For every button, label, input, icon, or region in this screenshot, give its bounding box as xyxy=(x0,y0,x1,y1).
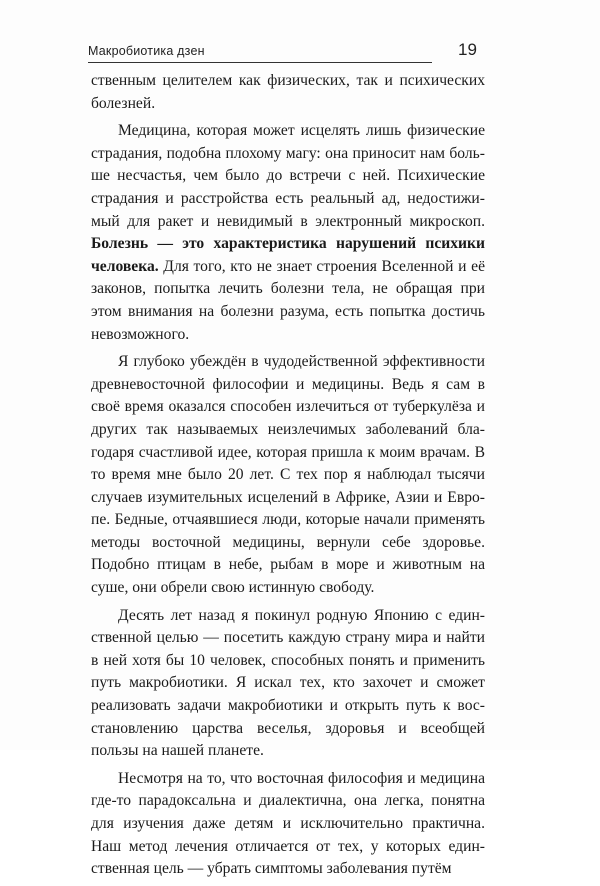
running-title: Макробиотика дзен xyxy=(88,44,205,58)
paragraph-4: Десять лет назад я покинул родную Японию с единственной целью — посетить каждую страну мира и найти в ней хотя бы 10 человек, способных понять и применить путь макробиотики. Я искал тех, кто захочет и сможет реализовать задачи макробиотики и открыть путь к восстановлению царства веселья, здоровья и всеобщей пользы на нашей планете. xyxy=(91,606,485,760)
paragraph-2-part-b: Для того, кто не знает строения Вселенной и её законов, попытка лечить болезни тела, не обращая при этом внимания на болезни разума, есть попытка достичь невозможного. xyxy=(91,257,485,343)
paragraph-1: ственным целителем как физических, так и психических болезней. xyxy=(91,72,485,112)
paragraph-5: Несмотря на то, что восточная философия и медицина где-то парадоксальна и диалектична, она легка, понятна для изучения даже детям и исключительно практична. Наш метод лечения отличается от тех, у которых единственная цель — убрать симптомы заболевания путём xyxy=(91,769,485,878)
paragraph-2 xyxy=(91,120,485,346)
paragraph-3: Я глубоко убеждён в чудодейственной эффективности древневосточной философии и медицины. Ведь я сам в своё время оказался способен излечиться от туберкулёза и других так называемых неизлечимых заболеваний благодаря счастливой идее, которая пришла к моим врачам. В то время мне было 20 лет. С тех пор я наблюдал тысячи случаев изумительных исцелений в Африке, Азии и Европе. Бедные, отчаявшиеся люди, которые начали применять методы восточной медицины, вернули себе здоровье. Подобно птицам в небе, рыбам в море и животным на суше, они обрели свою истинную свободу. xyxy=(91,353,485,597)
emphasis-statement: Болезнь — это характеристика нарушений психики человека. xyxy=(91,235,485,275)
header-rule xyxy=(88,62,432,63)
body-text xyxy=(91,70,485,886)
page-number: 19 xyxy=(458,40,477,59)
paragraph-2-part-a: Медицина, которая может исцелять лишь физические страдания, подобна плохому магу: она приносит нам больше несчастья, чем было до встречи с ней. Психические страдания и расстройства есть реальный ад, недостижимый для ракет и невидимый в электронный микроскоп. xyxy=(91,122,485,230)
